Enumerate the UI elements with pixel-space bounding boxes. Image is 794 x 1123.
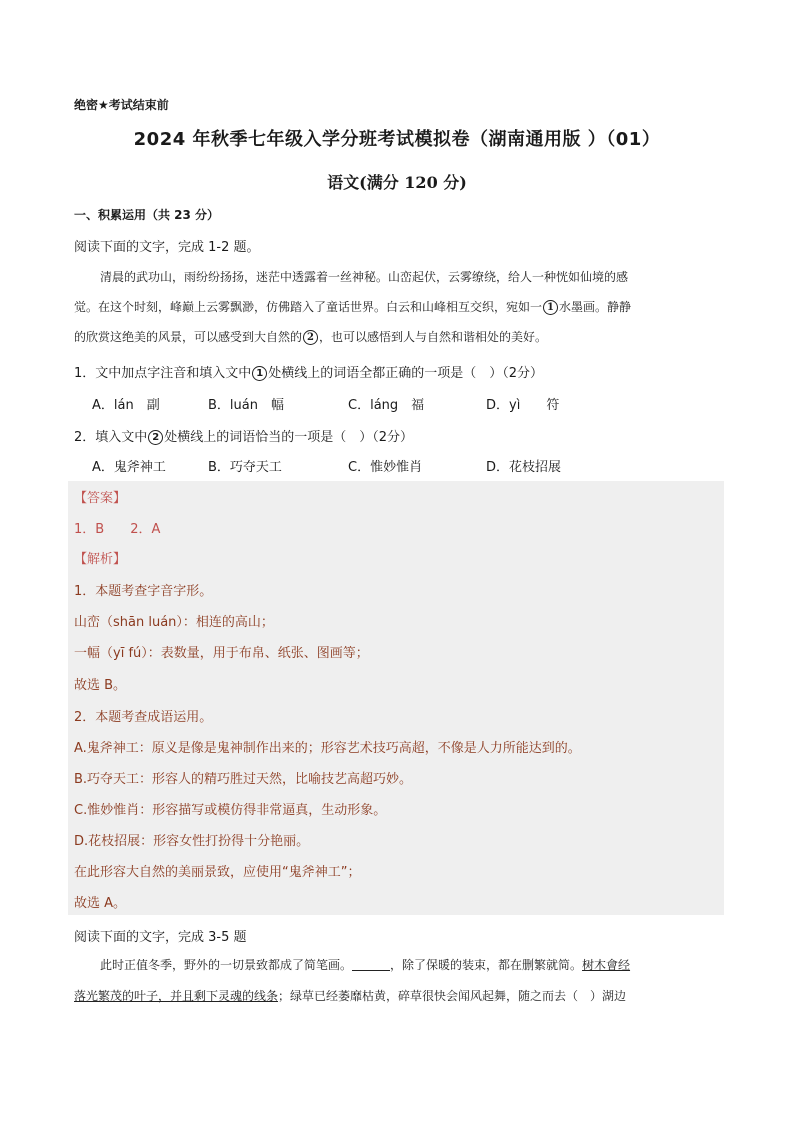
instruction-2: 阅读下面的文字，完成 3-5 题	[74, 930, 247, 945]
q2-option-d[interactable]: D．花枝招展	[486, 460, 562, 475]
analysis-line: B.巧夺天工：形容人的精巧胜过天然，比喻技艺高超巧妙。	[74, 772, 413, 787]
passage-text: 觉。在这个时刻，峰巅上云雾飘渺，仿佛踏入了童话世界。白云和山峰相互交织，宛如一	[74, 300, 543, 314]
question-text: 处横线上的词语全都正确的一项是（ ）（2分）	[268, 366, 544, 381]
q1-option-b[interactable]: B．luán 幅	[208, 398, 284, 413]
q2-option-a[interactable]: A．鬼斧神工	[92, 460, 166, 475]
passage-text: ，除了保暖的装束，都在删繁就简。	[390, 958, 583, 972]
answer-values: 1．B 2．A	[74, 522, 161, 537]
analysis-line: C.惟妙惟肖：形容描写或模仿得非常逼真，生动形象。	[74, 803, 387, 818]
circle-marker-2: 2	[303, 330, 318, 345]
passage-line-3	[74, 322, 722, 352]
question-text: 2．填入文中	[74, 430, 148, 445]
passage-text: ，也可以感悟到人与自然和谐相处的美好。	[319, 330, 548, 344]
exam-subtitle: 语文(满分 120 分)	[327, 173, 467, 192]
analysis-line: 在此形容大自然的美丽景致，应使用“鬼斧神工”；	[74, 865, 361, 880]
analysis-line: 故选 B。	[74, 678, 127, 693]
instruction-1: 阅读下面的文字，完成 1-2 题。	[74, 240, 260, 255]
passage-2-line-1	[74, 950, 722, 980]
passage-text: ；绿草已经萎靡枯黄，碎草很快会闻风起舞，随之而去（ ）湖边	[278, 989, 627, 1003]
analysis-line: 1．本题考查字音字形。	[74, 584, 213, 599]
analysis-line: D.花枝招展：形容女性打扮得十分艳丽。	[74, 834, 310, 849]
analysis-line: 一幅（yī fú）：表数量，用于布帛、纸张、图画等；	[74, 646, 369, 661]
answer-panel	[68, 481, 724, 915]
answer-label: 【答案】	[74, 491, 127, 506]
passage-line-1	[74, 262, 722, 292]
secret-label: 绝密★考试结束前	[74, 98, 169, 112]
passage-line-2	[74, 292, 722, 322]
q1-option-c[interactable]: C．láng 福	[348, 398, 425, 413]
underlined-text: 树木會经	[582, 958, 631, 972]
question-text: 1．文中加点字注音和填入文中	[74, 366, 252, 381]
analysis-line: 故选 A。	[74, 896, 127, 911]
q1-option-a[interactable]: A．lán 副	[92, 398, 160, 413]
section-heading: 一、积累运用（共 23 分）	[74, 208, 220, 222]
underlined-text: 落光繁茂的叶子，并且剩下灵魂的线条	[74, 989, 279, 1003]
q2-option-b[interactable]: B．巧夺天工	[208, 460, 282, 475]
fill-blank	[352, 958, 390, 971]
circle-marker-1: 1	[252, 366, 267, 381]
question-2	[74, 426, 413, 445]
exam-title: 2024 年秋季七年级入学分班考试模拟卷（湖南通用版 ）（01）	[133, 129, 661, 150]
circle-marker-1: 1	[543, 300, 558, 315]
analysis-line: 山峦（shān luán）：相连的高山；	[74, 615, 274, 630]
question-text: 处横线上的词语恰当的一项是（ ）（2分）	[164, 430, 414, 445]
question-1	[74, 362, 543, 381]
analysis-line: 2．本题考查成语运用。	[74, 710, 213, 725]
analysis-line: A.鬼斧神工：原义是像是鬼神制作出来的；形容艺术技巧高超，不像是人力所能达到的。	[74, 741, 581, 756]
passage-text: 清晨的武功山，雨纷纷扬扬，迷茫中透露着一丝神秘。山峦起伏，云雾缭绕，给人一种恍如仙境的感	[100, 270, 629, 284]
passage-text: 水墨画。静静	[559, 300, 632, 314]
passage-text: 此时正值冬季，野外的一切景致都成了简笔画。	[100, 958, 353, 972]
passage-2-line-2	[74, 981, 722, 1011]
analysis-label: 【解析】	[74, 552, 127, 567]
passage-text: 的欣赏这绝美的风景，可以感受到大自然的	[74, 330, 303, 344]
circle-marker-2: 2	[148, 430, 163, 445]
q2-option-c[interactable]: C．惟妙惟肖	[348, 460, 423, 475]
q1-option-d[interactable]: D．yì 符	[486, 398, 560, 413]
